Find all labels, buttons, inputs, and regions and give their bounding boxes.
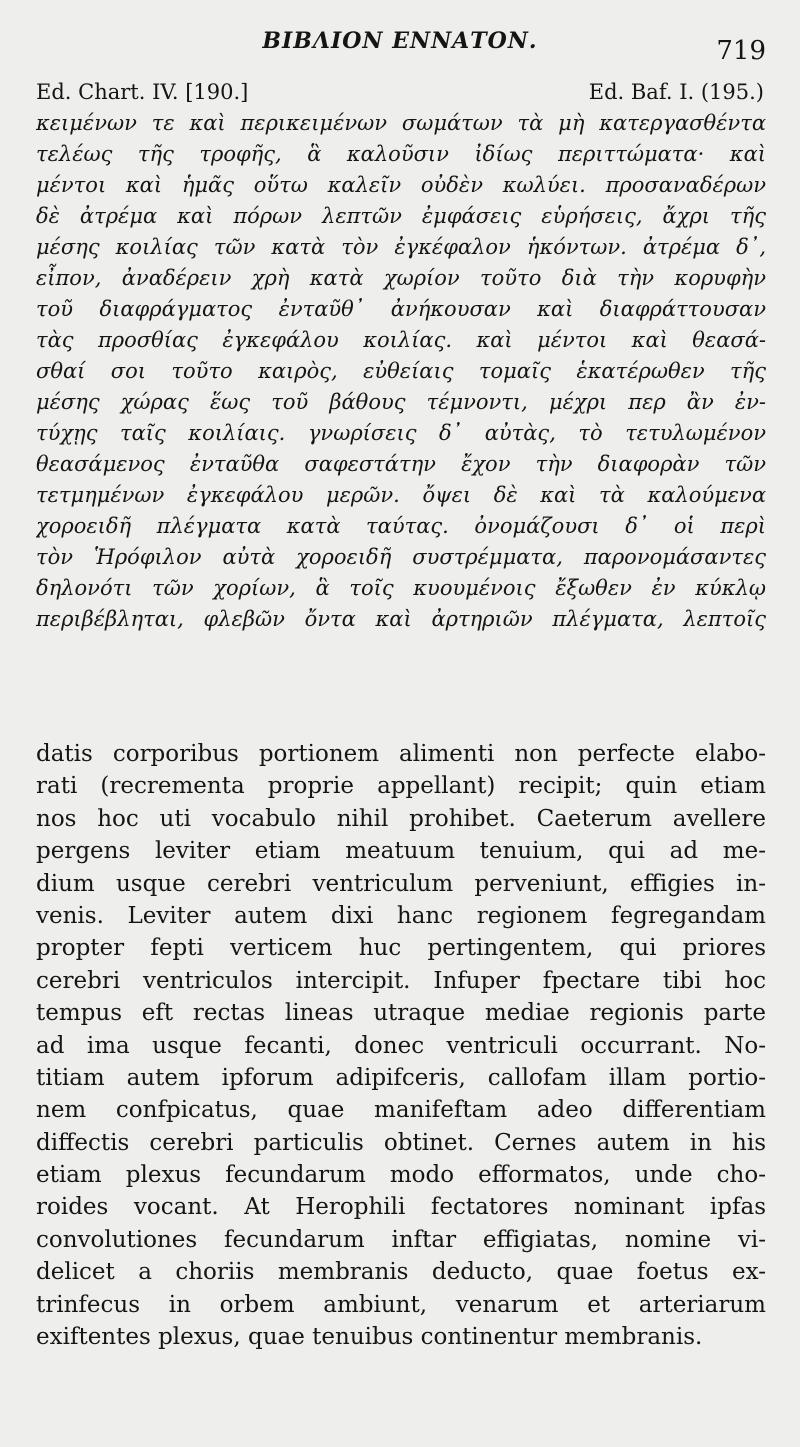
greek-line: σθαί σοι τοῦτο καιρὸς, εὐθείαις τομαῖς ἑκατέρωθεν τῆς — [36, 359, 766, 383]
latin-line: etiam plexus fecundarum modo efformatos, unde cho- — [36, 1162, 766, 1189]
greek-line: δηλονότι τῶν χορίων, ἃ τοῖς κυουμένοις ἔξωθεν ἐν κύκλῳ — [36, 576, 766, 600]
latin-text-block — [36, 738, 766, 1353]
greek-line: τελέως τῆς τροφῆς, ἃ καλοῦσιν ἰδίως περιττώματα· καὶ — [36, 142, 766, 166]
latin-line: dium usque cerebri ventriculum perveniunt, effigies in- — [36, 870, 766, 897]
latin-line: nem confpicatus, quae manifeftam adeo differentiam — [36, 1097, 766, 1124]
latin-line: nos hoc uti vocabulo nihil prohibet. Caeterum avellere — [36, 805, 766, 832]
greek-text-block — [36, 108, 766, 635]
greek-line: χοροειδῆ πλέγματα κατὰ ταύτας. ὀνομάζουσι δ᾽ οἱ περὶ — [36, 514, 766, 538]
latin-line: propter fepti verticem huc pertingentem, qui priores — [36, 935, 766, 962]
edition-reference-left: Ed. Chart. IV. [190.] — [36, 80, 249, 104]
greek-line: εἶπον, ἀναδέρειν χρὴ κατὰ χωρίον τοῦτο διὰ τὴν κορυφὴν — [36, 266, 766, 290]
greek-line: μέντοι καὶ ἡμᾶς οὕτω καλεῖν οὐδὲν κωλύει. προσαναδέρων — [36, 173, 766, 197]
greek-line: μέσης χώρας ἕως τοῦ βάθους τέμνοντι, μέχρι περ ἂν ἐν- — [36, 390, 766, 414]
greek-line: κειμένων τε καὶ περικειμένων σωμάτων τὰ μὴ κατεργασθέντα — [36, 111, 766, 135]
greek-line: τὰς προσθίας ἐγκεφάλου κοιλίας. καὶ μέντοι καὶ θεασά- — [36, 328, 766, 352]
latin-line: pergens leviter etiam meatuum tenuium, qui ad me- — [36, 838, 766, 865]
latin-line: exiftentes plexus, quae tenuibus continentur membranis. — [36, 1324, 703, 1351]
latin-line: rati (recrementa proprie appellant) recipit; quin etiam — [36, 773, 766, 800]
latin-line: tempus eft rectas lineas utraque mediae regionis parte — [36, 1000, 766, 1027]
latin-line: datis corporibus portionem alimenti non perfecte elabo- — [36, 741, 766, 767]
latin-line: convolutiones fecundarum inftar effigiatas, nomine vi- — [36, 1226, 766, 1253]
latin-line: diffectis cerebri particulis obtinet. Cernes autem in his — [36, 1129, 766, 1156]
latin-line: roides vocant. At Herophili fectatores nominant ipfas — [36, 1194, 766, 1221]
greek-line: τετμημένων ἐγκεφάλου μερῶν. ὄψει δὲ καὶ τὰ καλούμενα — [36, 483, 766, 507]
greek-line: τὸν Ἡρόφιλον αὐτὰ χοροειδῆ συστρέμματα, παρονομάσαντες — [36, 545, 766, 569]
greek-line: μέσης κοιλίας τῶν κατὰ τὸν ἐγκέφαλον ἡκόντων. ἀτρέμα δ᾽, — [36, 235, 766, 259]
latin-line: delicet a choriis membranis deducto, quae foetus ex- — [36, 1259, 766, 1286]
greek-line: δὲ ἀτρέμα καὶ πόρων λεπτῶν ἐμφάσεις εὑρήσεις, ἄχρι τῆς — [36, 204, 766, 228]
latin-line: trinfecus in orbem ambiunt, venarum et arteriarum — [36, 1291, 766, 1318]
running-title: BIBΛΙΟΝ ΕΝΝΑΤΟΝ. — [262, 28, 538, 54]
greek-line: θεασάμενος ἐνταῦθα σαφεστάτην ἔχον τὴν διαφορὰν τῶν — [36, 452, 766, 476]
latin-line: titiam autem ipforum adipifceris, callofam illam portio- — [36, 1064, 766, 1091]
greek-line: περιβέβληται, φλεβῶν ὄντα καὶ ἀρτηριῶν πλέγματα, λεπτοῖς — [36, 607, 766, 631]
greek-line: τοῦ διαφράγματος ἐνταῦθ᾽ ἀνήκουσαν καὶ διαφράττουσαν — [36, 297, 766, 321]
latin-line: cerebri ventriculos intercipit. Infuper fpectare tibi hoc — [36, 967, 766, 994]
latin-line: ad ima usque fecanti, donec ventriculi occurrant. No- — [36, 1032, 766, 1059]
page-number: 719 — [716, 36, 766, 66]
latin-line: venis. Leviter autem dixi hanc regionem fegregandam — [36, 902, 766, 929]
edition-reference-right: Ed. Baf. I. (195.) — [588, 80, 764, 104]
greek-line: τύχῃς ταῖς κοιλίαις. γνωρίσεις δ᾽ αὐτὰς, τὸ τετυλωμένον — [36, 421, 766, 445]
